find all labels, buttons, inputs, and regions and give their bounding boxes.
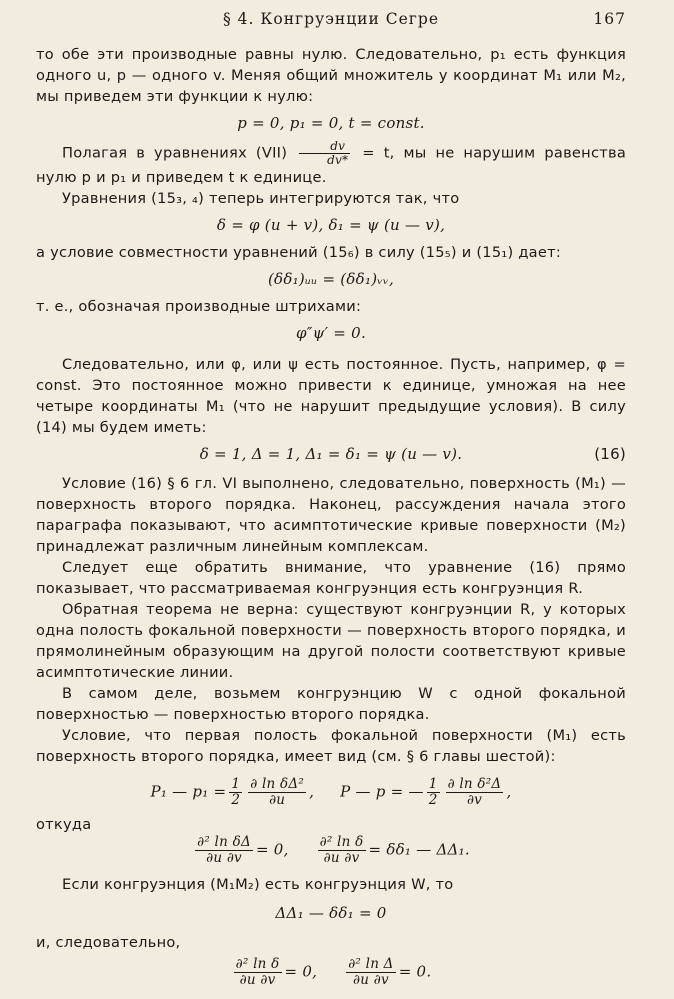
formula-9-frac-a	[234, 957, 282, 988]
paragraph-3: Уравнения (15₃, ₄) теперь интегрируются так, что	[62, 190, 460, 207]
formula-9-rhs-b: = 0.	[398, 962, 432, 981]
paragraph-14: и, следовательно,	[36, 934, 181, 951]
formula-6-deriv2	[446, 777, 504, 808]
formula-9-frac-b	[346, 957, 396, 988]
formula-5	[36, 444, 626, 465]
formula-6-separator: ,	[309, 782, 315, 801]
fraction-denominator: ∂u ∂v	[206, 850, 242, 866]
paragraph-4: а условие совместности уравнений (15₆) в силу (15₅) и (15₁) дает:	[36, 244, 561, 261]
fraction-numerator: dv	[299, 140, 350, 154]
equation-number: (16)	[594, 445, 626, 463]
page-body	[36, 44, 626, 988]
paragraph-2-end: = t, мы не нарушим равенства нулю p и p₁ и приведем t к единице.	[36, 144, 627, 186]
formula-7-frac-a	[195, 835, 253, 866]
paragraph-13: Если конгруэнция (M₁M₂) есть конгруэнция W, то	[62, 876, 454, 893]
formula-6-end: ,	[506, 782, 512, 801]
running-title: § 4. Конгруэнции Сегре	[222, 10, 440, 28]
paragraph-12: откуда	[36, 816, 92, 833]
formula-1: p = 0, p₁ = 0, t = const.	[237, 114, 425, 132]
fraction-denominator: dv*	[327, 153, 349, 167]
formula-7-rhs-b: = δδ₁ — ΔΔ₁.	[368, 840, 470, 859]
fraction-denominator: 2	[231, 792, 241, 808]
formula-4: φ″ψ′ = 0.	[296, 324, 366, 342]
paragraph-2-start: Полагая в уравнениях (VII)	[62, 144, 288, 162]
formula-9	[36, 957, 626, 988]
paragraph-6: Следовательно, или φ, или ψ есть постоянное. Пусть, например, φ = const. Это постоянное можно привести к единице, умножая на нее четыре координаты M₁ (что не нарушит предыдущие условия). В силу (14) мы будем иметь:	[36, 356, 626, 436]
page-header	[36, 10, 626, 38]
formula-6-lhs1: P₁ — p₁ =	[150, 782, 227, 801]
fraction-numerator: 1	[231, 776, 241, 792]
formula-6-coef1	[229, 777, 242, 808]
formula-8: ΔΔ₁ — δδ₁ = 0	[275, 904, 387, 922]
fraction-denominator: ∂u ∂v	[239, 972, 276, 988]
formula-6	[36, 777, 626, 808]
fraction-denominator: ∂u ∂v	[323, 850, 360, 866]
formula-9-rhs-a: = 0,	[284, 962, 318, 981]
fraction-numerator: ∂² ln δ	[319, 834, 364, 850]
fraction-numerator: ∂ ln δΔ²	[250, 776, 305, 792]
fraction-numerator: ∂² ln δ	[235, 956, 280, 972]
fraction-numerator: 1	[428, 776, 438, 792]
fraction-denominator: ∂v	[466, 792, 483, 808]
fraction-numerator: ∂² ln δΔ	[197, 834, 251, 850]
formula-6-deriv1	[248, 777, 306, 808]
paragraph-10: В самом деле, возьмем конгруэнцию W с одной фокальной поверхностью — поверхностью второго порядка.	[36, 685, 626, 723]
fraction-denominator: ∂u	[269, 792, 286, 808]
page-number: 167	[593, 10, 626, 28]
formula-3: (δδ₁)ᵤᵤ = (δδ₁)ᵥᵥ,	[267, 270, 395, 288]
formula-6-coef2	[427, 777, 440, 808]
fraction-numerator: ∂ ln δ²Δ	[447, 776, 502, 792]
paragraph-7: Условие (16) § 6 гл. VI выполнено, следовательно, поверхность (M₁) — поверхность второго порядка. Наконец, рассуждения начала этого параграфа показывают, что асимптотические кривые поверхности (M₂) принадлежат различным линейным комплексам.	[36, 475, 626, 555]
paragraph-9: Обратная теорема не верна: существуют конгруэнции R, у которых одна полость фокальной поверхности — поверхность второго порядка, и прямолинейным образующим на другой полости соответствуют кривые асимптотические линии.	[36, 601, 626, 681]
paragraph-8: Следует еще обратить внимание, что уравнение (16) прямо показывает, что рассматриваемая конгруэнция есть конгруэнция R.	[36, 559, 626, 597]
paragraph-2	[36, 140, 626, 188]
paragraph-1: то обе эти производные равны нулю. Следовательно, p₁ есть функция одного u, p — одного v. Меняя общий множитель у координат M₁ или M₂, мы приведем эти функции к нулю:	[36, 46, 626, 105]
fraction-numerator: ∂² ln Δ	[348, 956, 394, 972]
paragraph-5: т. е., обозначая производные штрихами:	[36, 298, 362, 315]
formula-7-frac-b	[318, 835, 366, 866]
formula-7-rhs-a: = 0,	[255, 840, 289, 859]
formula-5-body: δ = 1, Δ = 1, Δ₁ = δ₁ = ψ (u — v).	[199, 445, 463, 463]
formula-2: δ = φ (u + v), δ₁ = ψ (u — v),	[216, 216, 446, 234]
formula-7	[36, 835, 626, 866]
formula-6-lhs2: P — p = —	[340, 782, 424, 801]
fraction-denominator: 2	[428, 792, 438, 808]
fraction-denominator: ∂u ∂v	[353, 972, 389, 988]
fraction-dv-dvstar	[299, 140, 350, 167]
paragraph-11: Условие, что первая полость фокальной поверхности (M₁) есть поверхность второго порядка, имеет вид (см. § 6 главы шестой):	[36, 727, 626, 765]
